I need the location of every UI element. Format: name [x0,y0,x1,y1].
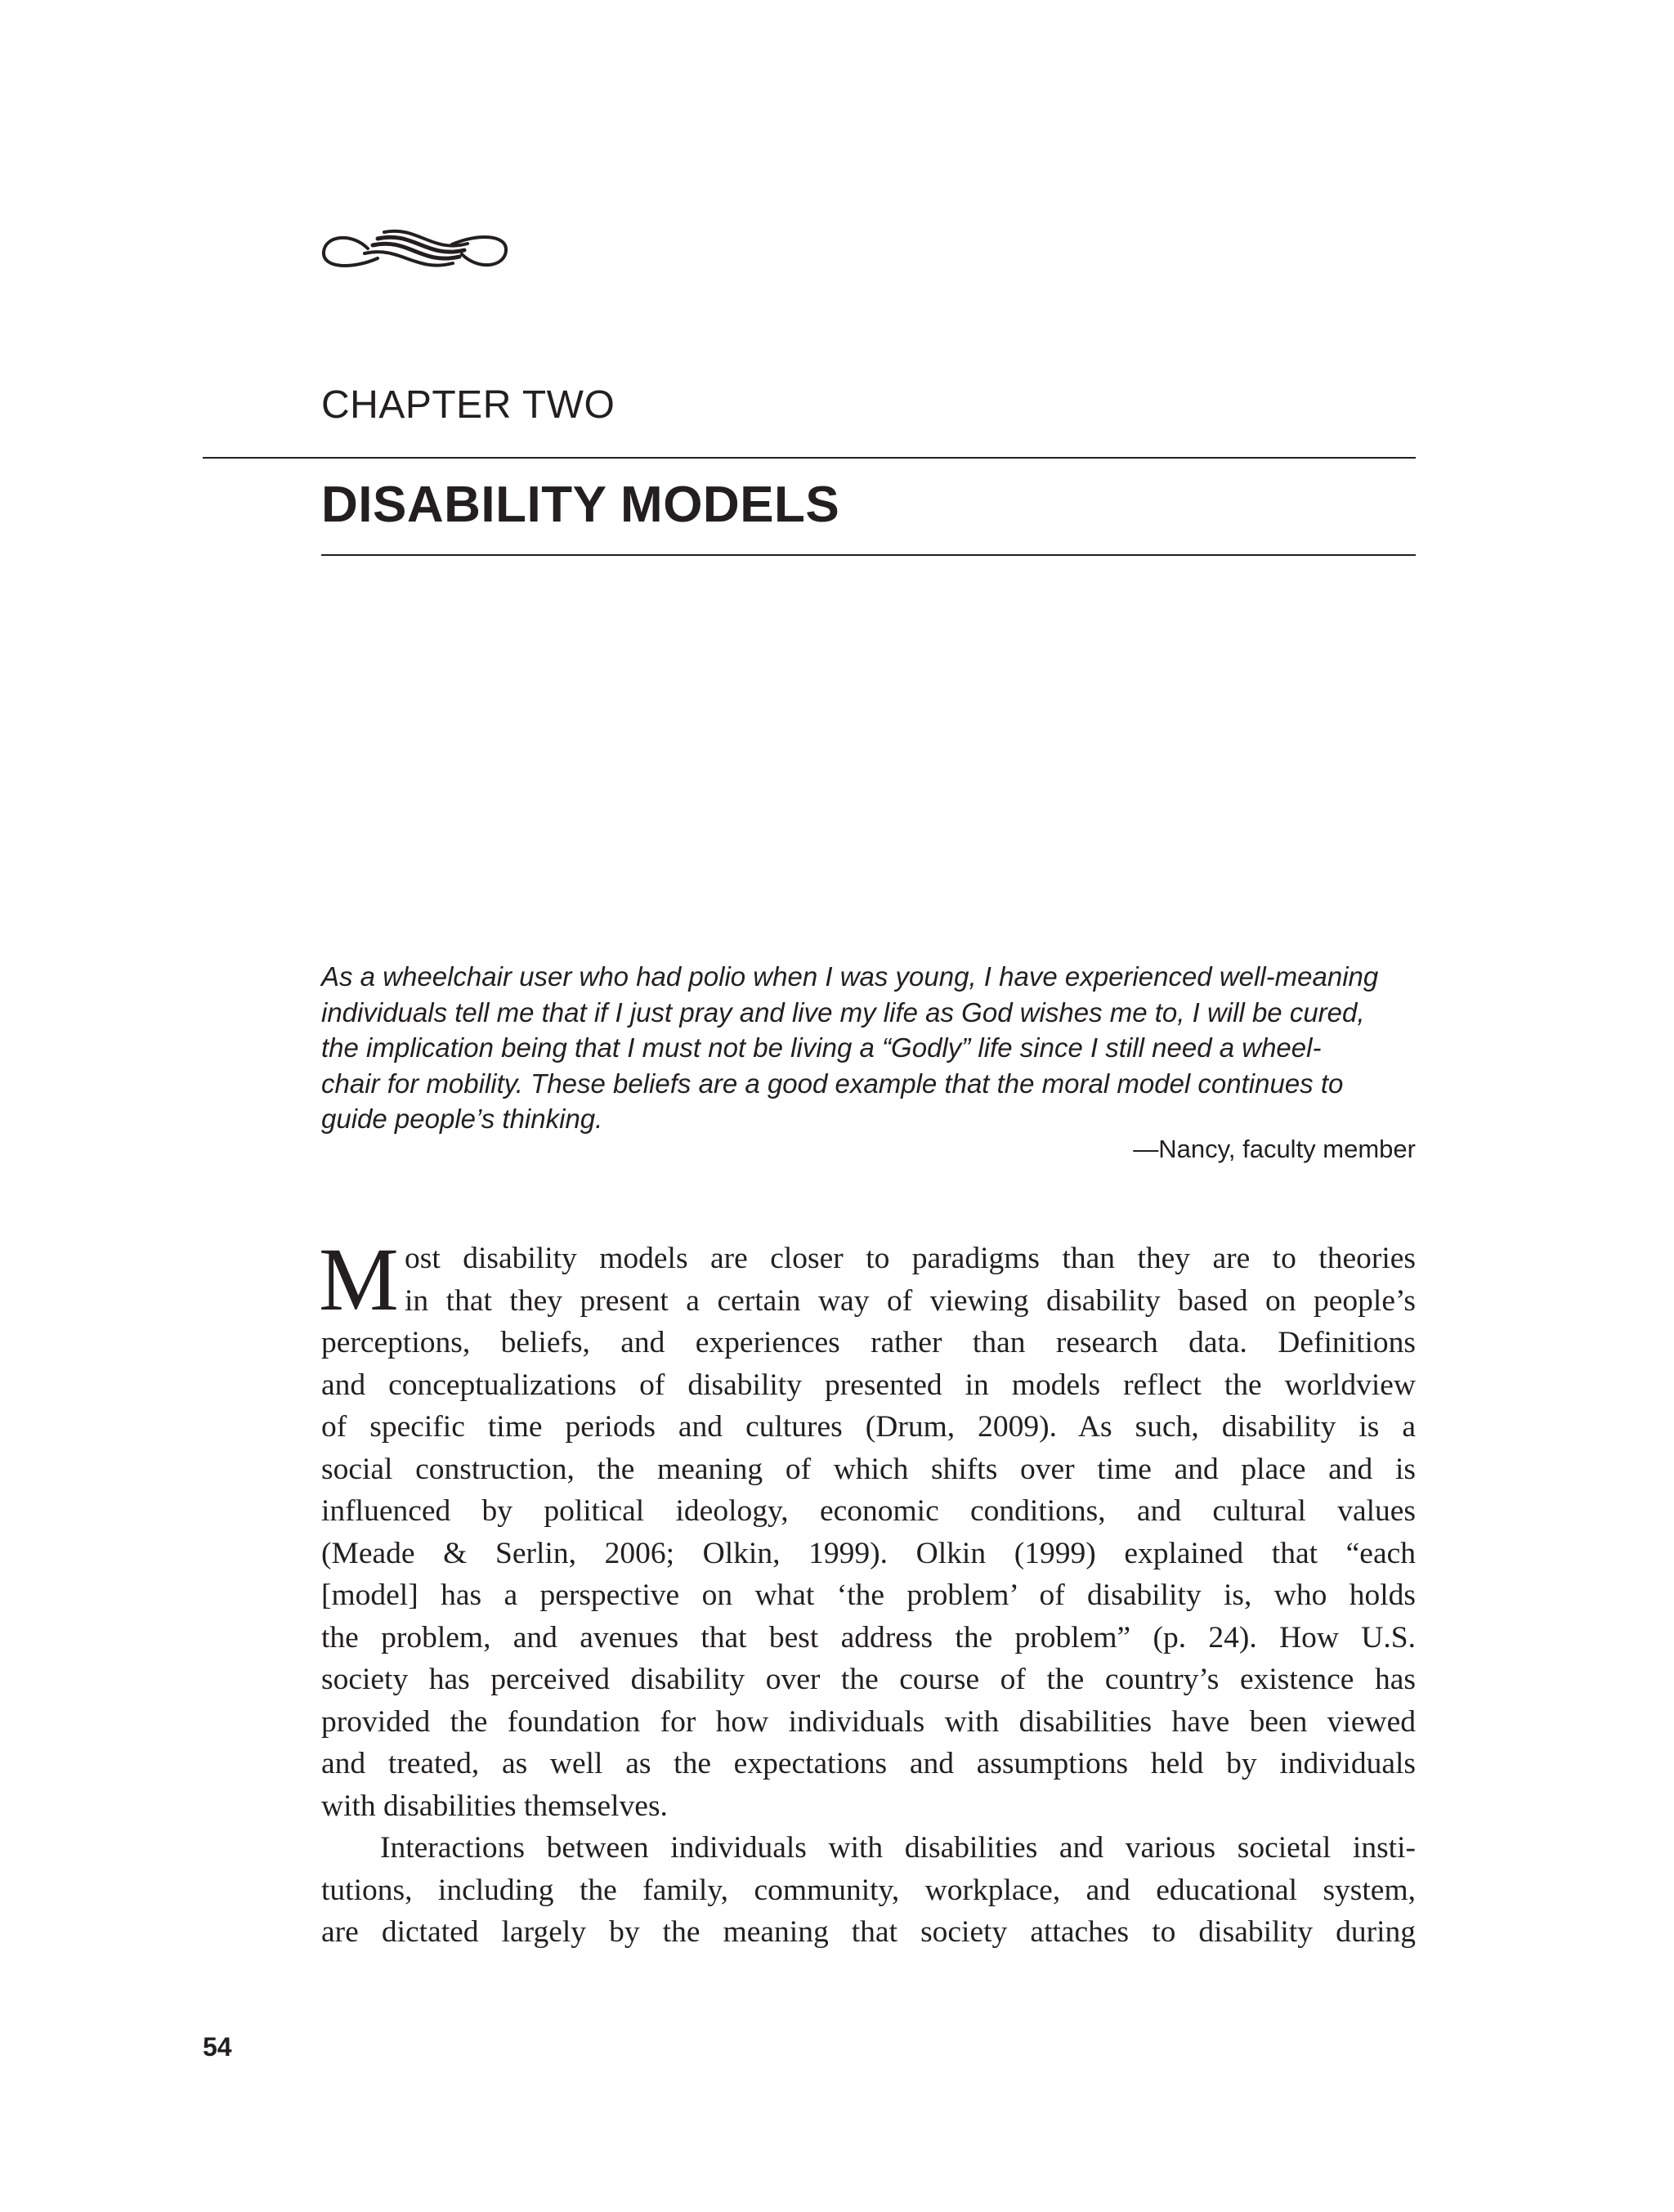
body-line: are dictated largely by the meaning that society attaches to disability during [321,1915,1416,1949]
body-line: tutions, including the family, community, workplace, and educational system, [321,1873,1416,1907]
body-line: influenced by political ideology, economic conditions, and cultural values [321,1494,1416,1528]
epigraph-line: guide people’s thinking. [321,1104,603,1134]
body-paragraphs [321,1238,1416,1954]
chapter-rule-bottom [321,554,1416,556]
epigraph-line: individuals tell me that if I just pray and live my life as God wishes me to, I will be cured, [321,996,1365,1028]
body-line: the problem, and avenues that best address the problem” (p. 24). How U.S. [321,1620,1416,1655]
chapter-rule-top [203,457,1416,459]
body-line: in that they present a certain way of viewing disability based on people’s [405,1283,1416,1318]
page-number: 54 [203,2032,232,2062]
body-line: society has perceived disability over the course of the country’s existence has [321,1663,1416,1696]
epigraph-attribution: —Nancy, faculty member [1133,1135,1416,1163]
body-line: of specific time periods and cultures (Drum, 2009). As such, disability is a [321,1410,1416,1444]
body-line: and conceptualizations of disability presented in models reflect the worldview [321,1368,1416,1402]
body-line: (Meade & Serlin, 2006; Olkin, 1999). Olkin (1999) explained that “each [321,1536,1416,1570]
body-line: Interactions between individuals with disabilities and various societal insti- [380,1831,1416,1865]
body-line: social construction, the meaning of which shifts over time and place and is [321,1452,1416,1486]
drop-cap: M [319,1229,399,1329]
body-line: perceptions, beliefs, and experiences rather than research data. Definitions [321,1326,1416,1359]
chapter-label: CHAPTER TWO [321,383,615,427]
epigraph-line: chair for mobility. These beliefs are a good example that the moral model continues to [321,1068,1344,1099]
epigraph-quote [321,959,1416,1137]
body-line: [model] has a perspective on what ‘the problem’ of disability is, who holds [321,1578,1416,1612]
body-line: with disabilities themselves. [321,1789,668,1823]
epigraph-line: As a wheelchair user who had polio when I was young, I have experienced well-meaning [321,961,1379,992]
body-line: ost disability models are closer to paradigms than they are to theories [405,1242,1416,1275]
epigraph-line: the implication being that I must not be living a “Godly” life since I still need a wheel- [321,1032,1322,1063]
chapter-title: DISABILITY MODELS [321,477,840,533]
body-line: and treated, as well as the expectations and assumptions held by individuals [321,1747,1416,1780]
flourish-ornament-icon [319,221,511,282]
body-line: provided the foundation for how individuals with disabilities have been viewed [321,1704,1416,1739]
